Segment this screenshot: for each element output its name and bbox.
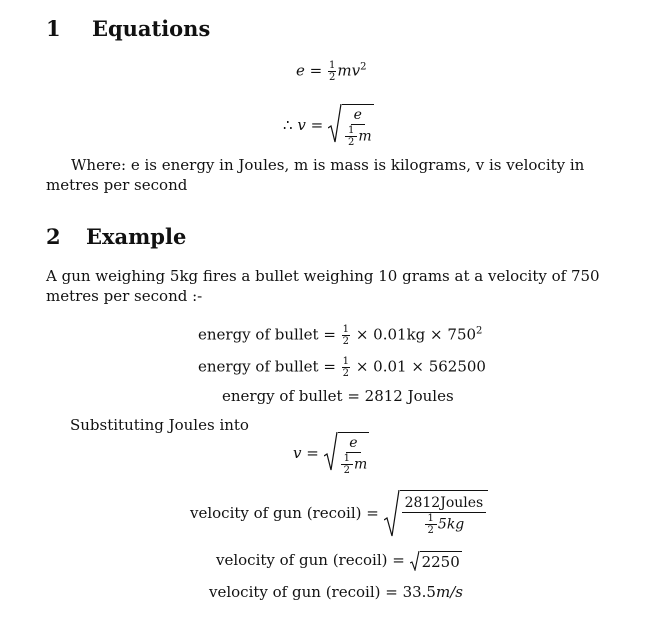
section-2-heading	[46, 224, 186, 249]
recoil-calc-line-1: velocity of gun (recoil) = 2812Joules $\frac{1}{2}$ 5kg	[190, 490, 488, 538]
example-paragraph: A gun weighing 5kg fires a bullet weighing 10 grams at a velocity of 750 metres per second :-	[46, 267, 600, 305]
recoil-calc-line-2: velocity of gun (recoil) = 2250	[216, 551, 460, 571]
equation-energy: e = $\frac{1}{2}$ $mv^2$	[296, 60, 367, 83]
substituting-text: Substituting Joules into	[70, 416, 249, 434]
section-title: Example	[85, 224, 187, 249]
square-root: e $\frac{1}{2}$ m	[328, 104, 374, 148]
equation-velocity: ∴ v = e $\frac{1}{2}$ m	[283, 104, 374, 148]
section-title: Equations	[91, 16, 211, 41]
energy-calc-line-1: energy of bullet = $\frac{1}{2}$ × $0.01kg \times 750^2$	[198, 324, 483, 347]
equation-velocity-repeat: v = e $\frac{1}{2}$ m	[293, 432, 369, 476]
where-paragraph: Where: e is energy in Joules, m is mass is kilograms, v is velocity in metres per second	[46, 156, 585, 194]
energy-calc-line-2: energy of bullet = $\frac{1}{2}$ × 0.01 × 562500	[198, 356, 486, 379]
recoil-calc-line-3: velocity of gun (recoil) = 33.5m/s	[209, 583, 463, 601]
section-1-heading	[46, 16, 210, 41]
section-number: 1	[46, 16, 61, 41]
energy-calc-line-3: energy of bullet = 2812 Joules	[222, 387, 454, 405]
section-number: 2	[46, 224, 61, 249]
fraction-half: $\frac{1}{2}$	[329, 60, 336, 83]
